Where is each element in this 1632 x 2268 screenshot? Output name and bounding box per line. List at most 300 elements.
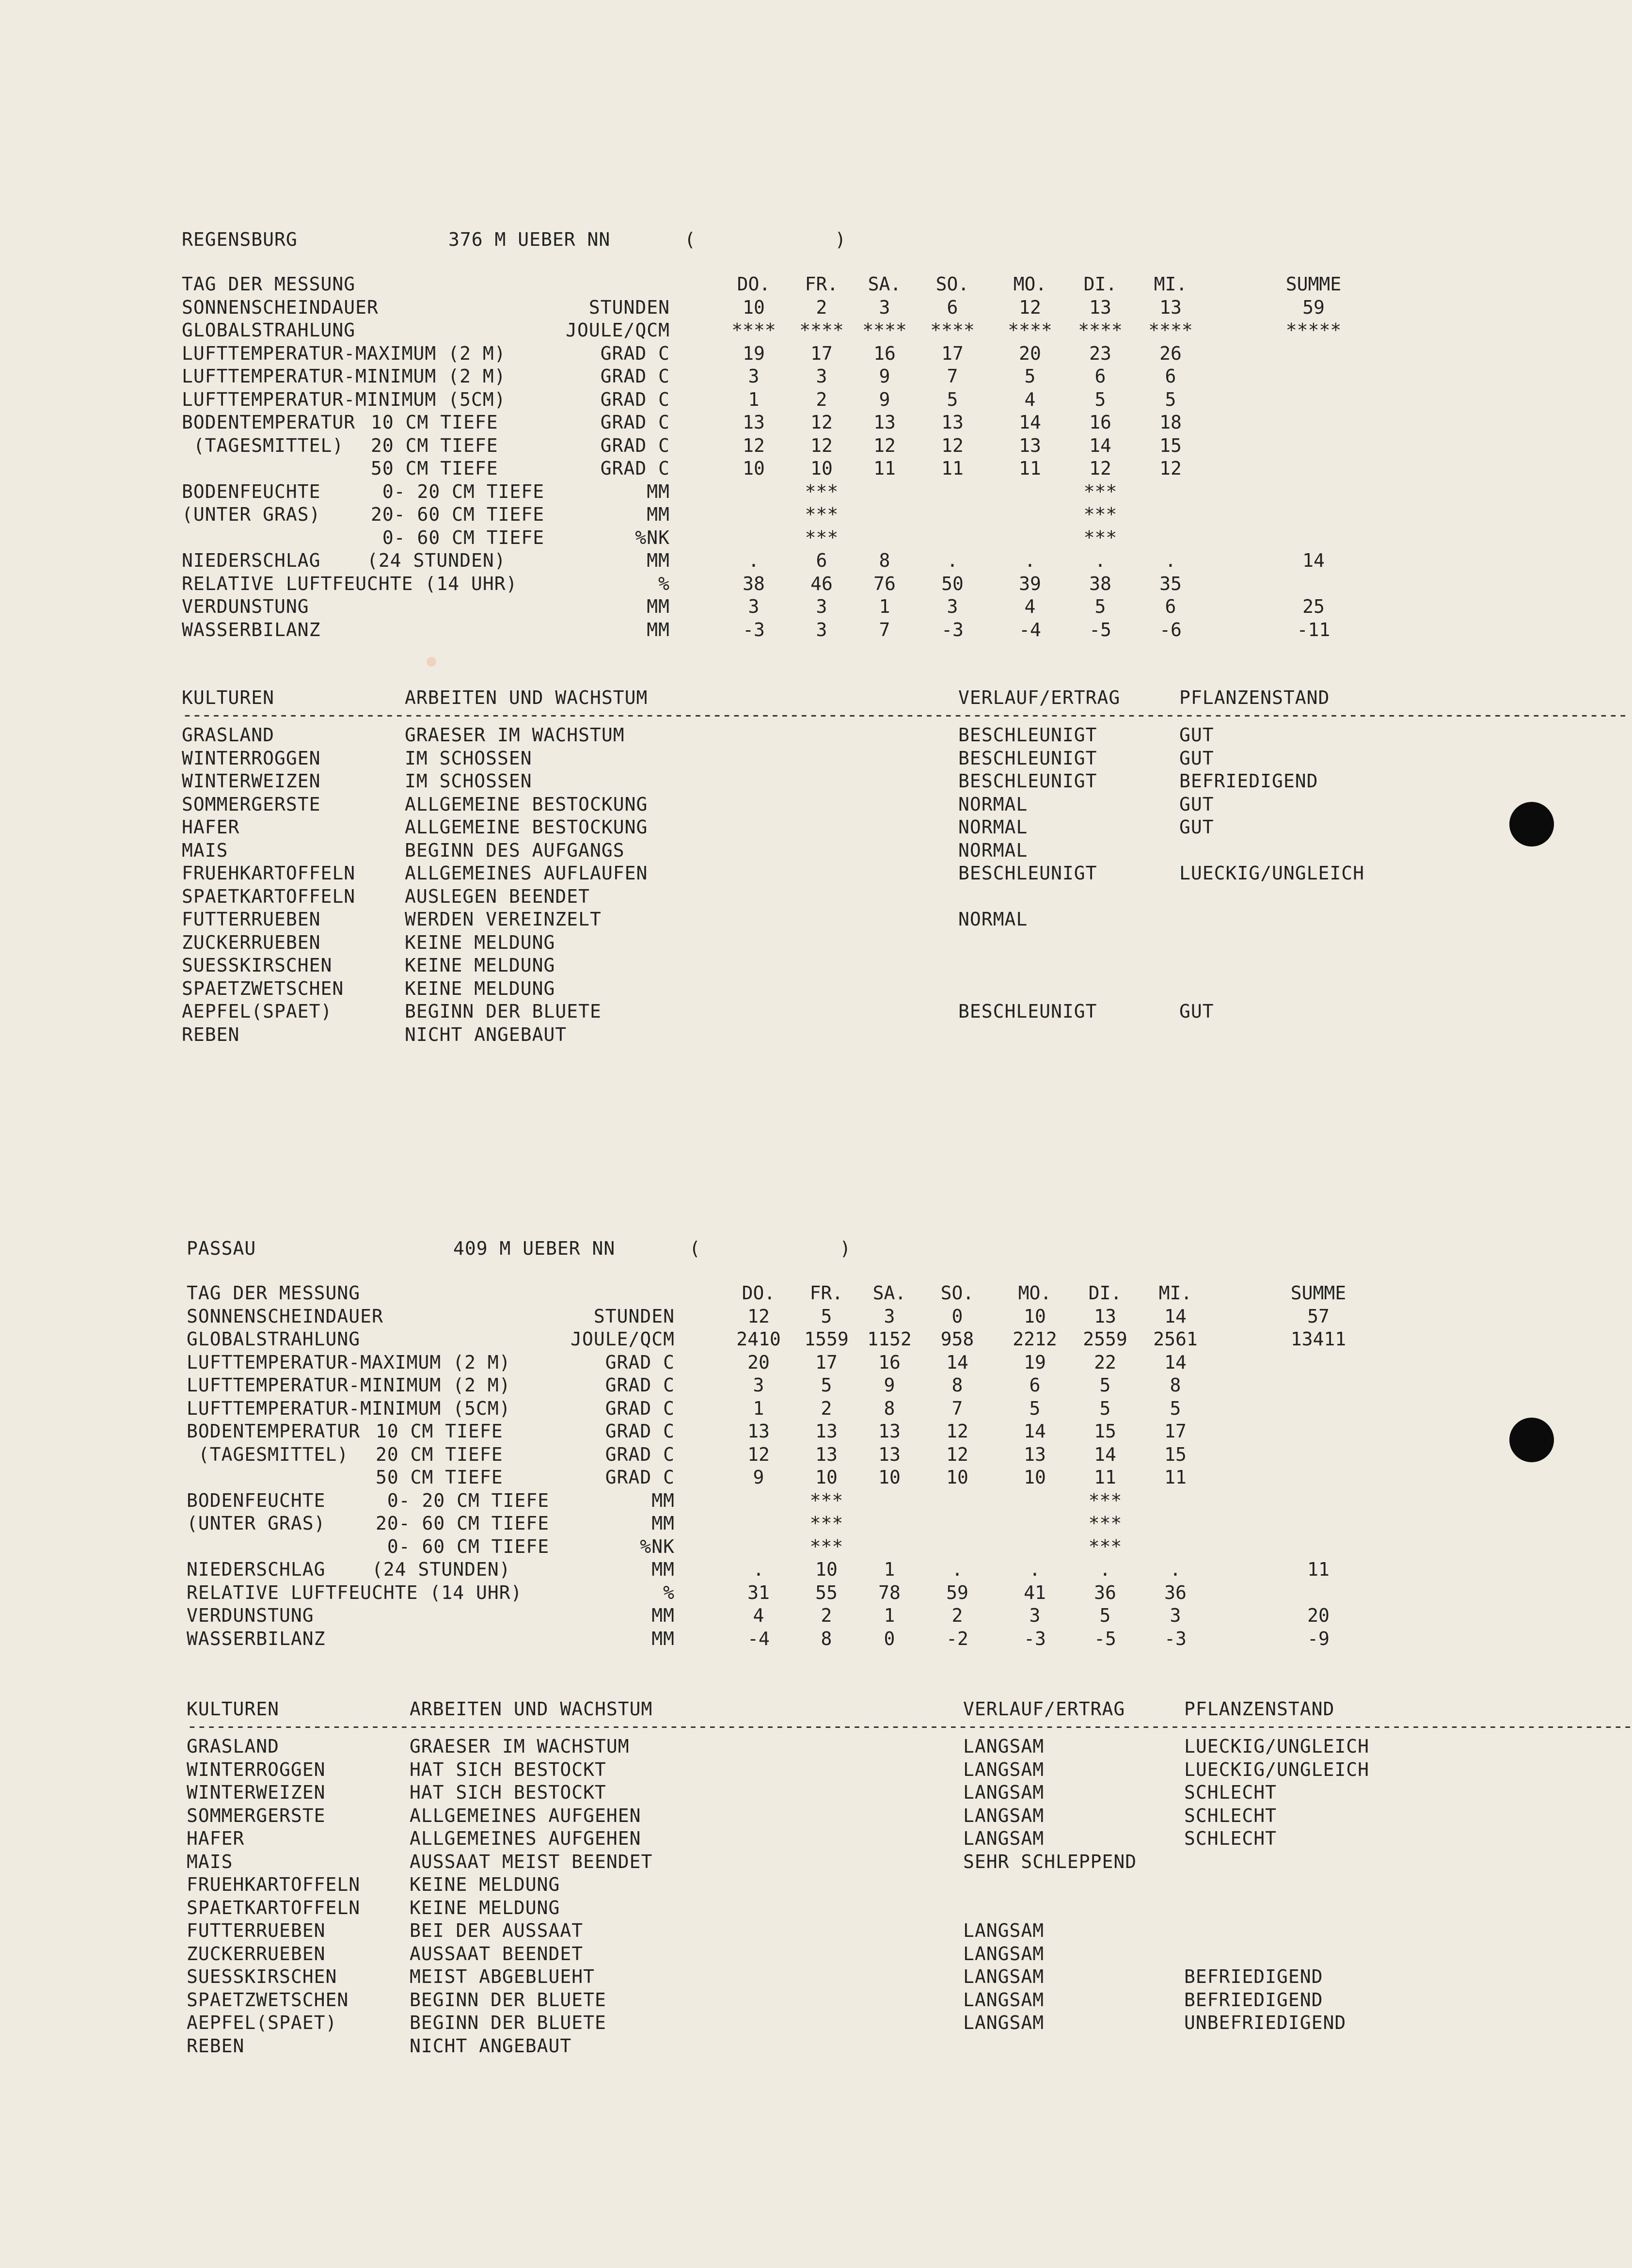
weather-value: 12 <box>1159 458 1182 479</box>
weather-value: 9 <box>884 1374 895 1396</box>
weather-row-unit: GRAD C <box>600 458 670 479</box>
weather-row-unit: GRAD C <box>605 1467 675 1488</box>
weather-value: *** <box>1083 480 1117 502</box>
weather-value: 12 <box>1089 458 1111 479</box>
weather-value: 35 <box>1159 573 1182 594</box>
weather-row-label: SONNENSCHEINDAUER <box>182 296 379 318</box>
weather-row-unit: GRAD C <box>605 1443 675 1465</box>
weather-value: 3 <box>1170 1605 1181 1626</box>
weather-value: 13 <box>1089 296 1111 318</box>
weather-value: 10 <box>878 1467 901 1488</box>
weather-row-unit: GRAD C <box>605 1421 675 1442</box>
weather-value: *** <box>805 527 839 548</box>
weather-value: . <box>1024 550 1036 571</box>
weather-sum: 59 <box>1302 296 1325 318</box>
weather-value: 2212 <box>1013 1328 1057 1350</box>
weather-value: 3 <box>816 619 827 640</box>
weather-row-unit: MM <box>651 1513 675 1534</box>
crop-name: HAFER <box>182 816 240 838</box>
weather-sum: 13411 <box>1290 1328 1347 1350</box>
weather-row-unit: %NK <box>640 1535 675 1557</box>
crop-verlauf: BESCHLEUNIGT <box>958 770 1097 792</box>
weather-value: 11 <box>1094 1467 1116 1488</box>
crop-verlauf: NORMAL <box>958 816 1028 838</box>
weather-value: 39 <box>1019 573 1041 594</box>
crop-header-arbeiten: ARBEITEN UND WACHSTUM <box>405 687 648 708</box>
crop-work: BEGINN DER BLUETE <box>410 2012 606 2033</box>
crop-work: AUSSAAT BEENDET <box>410 1943 584 1965</box>
crop-verlauf: NORMAL <box>958 793 1028 815</box>
weather-value: 55 <box>815 1581 838 1603</box>
weather-row-unit: MM <box>651 1628 675 1649</box>
crop-verlauf: LANGSAM <box>963 1989 1045 2011</box>
weather-row-unit: GRAD C <box>605 1374 675 1396</box>
crop-work: AUSLEGEN BEENDET <box>405 885 590 907</box>
crop-name: FRUEHKARTOFFELN <box>187 1874 361 1895</box>
weather-value: *** <box>809 1489 843 1511</box>
station-name: PASSAU <box>187 1238 256 1259</box>
station-elevation: 409 M UEBER NN <box>453 1238 616 1259</box>
crop-name: SOMMERGERSTE <box>182 793 321 815</box>
crop-header-verlauf: VERLAUF/ERTRAG <box>963 1698 1125 1720</box>
weather-value: 11 <box>1164 1467 1187 1488</box>
weather-value: . <box>1165 550 1176 571</box>
crop-verlauf: NORMAL <box>958 909 1028 930</box>
station-paren: ( ) <box>689 1238 852 1259</box>
weather-row-label: (UNTER GRAS) <box>182 504 321 525</box>
crop-work: ALLGEMEINE BESTOCKUNG <box>405 816 648 838</box>
weather-value: DI. <box>1083 273 1117 295</box>
weather-value: 15 <box>1094 1421 1116 1442</box>
weather-value: **** <box>1078 319 1123 341</box>
weather-value: DO. <box>737 273 771 295</box>
weather-row-label: VERDUNSTUNG <box>187 1605 314 1626</box>
weather-value: 4 <box>1024 596 1036 617</box>
weather-value: 6 <box>1094 366 1106 387</box>
weather-value: . <box>1099 1559 1111 1580</box>
crop-name: REBEN <box>182 1023 240 1045</box>
weather-value: DO. <box>742 1282 776 1304</box>
weather-value: 2 <box>821 1397 832 1419</box>
weather-value: *** <box>1088 1535 1122 1557</box>
weather-value: 12 <box>747 1305 770 1327</box>
crop-name: FRUEHKARTOFFELN <box>182 862 356 884</box>
crop-verlauf: LANGSAM <box>963 1966 1045 1987</box>
weather-value: 8 <box>951 1374 963 1396</box>
weather-value: 3 <box>816 596 827 617</box>
weather-value: 5 <box>1099 1605 1111 1626</box>
weather-value: 10 <box>815 1559 838 1580</box>
crop-stand: SCHLECHT <box>1184 1805 1277 1826</box>
weather-row-unit: MM <box>651 1489 675 1511</box>
weather-value: -5 <box>1089 619 1111 640</box>
crop-work: HAT SICH BESTOCKT <box>410 1782 606 1803</box>
crop-work: KEINE MELDUNG <box>405 977 555 999</box>
weather-value: SO. <box>935 273 969 295</box>
weather-row-label: BODENTEMPERATUR <box>182 412 356 433</box>
weather-value: *** <box>1088 1513 1122 1534</box>
crop-verlauf: LANGSAM <box>963 1943 1045 1965</box>
weather-row-unit: GRAD C <box>600 388 670 410</box>
crop-verlauf: LANGSAM <box>963 1758 1045 1780</box>
weather-row-unit: MM <box>647 596 670 617</box>
weather-value: . <box>1170 1559 1181 1580</box>
weather-value: 22 <box>1094 1351 1116 1373</box>
weather-value: 1 <box>884 1559 895 1580</box>
weather-sum: -11 <box>1297 619 1331 640</box>
crop-name: FUTTERRUEBEN <box>187 1920 326 1941</box>
weather-row-unit: GRAD C <box>600 412 670 433</box>
crop-work: AUSSAAT MEIST BEENDET <box>410 1851 653 1872</box>
weather-row-unit: GRAD C <box>605 1397 675 1419</box>
crop-stand: LUECKIG/UNGLEICH <box>1184 1736 1370 1757</box>
weather-value: 11 <box>873 458 896 479</box>
weather-value: -2 <box>946 1628 968 1649</box>
weather-value: DI. <box>1088 1282 1122 1304</box>
weather-value: 12 <box>810 434 833 456</box>
weather-value: 8 <box>879 550 890 571</box>
weather-row-label: RELATIVE LUFTFEUCHTE (14 UHR) <box>187 1581 523 1603</box>
weather-value: MO. <box>1013 273 1047 295</box>
weather-value: 4 <box>1024 388 1036 410</box>
weather-value: 2 <box>816 388 827 410</box>
weather-sum: 14 <box>1302 550 1325 571</box>
weather-value: 10 <box>946 1467 968 1488</box>
weather-value: 16 <box>873 342 896 364</box>
crop-name: MAIS <box>187 1851 233 1872</box>
weather-value: 59 <box>946 1581 968 1603</box>
weather-sum: 25 <box>1302 596 1325 617</box>
weather-row-label: (TAGESMITTEL) <box>187 1443 349 1465</box>
crop-stand: GUT <box>1179 793 1214 815</box>
weather-value: 1152 <box>867 1328 912 1350</box>
crop-name: SUESSKIRSCHEN <box>182 955 333 976</box>
weather-value: 2559 <box>1083 1328 1127 1350</box>
weather-row-label: VERDUNSTUNG <box>182 596 309 617</box>
weather-value: 14 <box>1024 1421 1046 1442</box>
weather-value: 3 <box>884 1305 895 1327</box>
crop-stand: LUECKIG/UNGLEICH <box>1179 862 1365 884</box>
weather-value: 17 <box>810 342 833 364</box>
weather-row-label: (TAGESMITTEL) <box>182 434 344 456</box>
weather-value: 10 <box>1024 1305 1046 1327</box>
crop-verlauf: NORMAL <box>958 839 1028 861</box>
weather-value: 38 <box>743 573 765 594</box>
weather-row-unit: % <box>663 1581 675 1603</box>
weather-value: 12 <box>941 434 964 456</box>
weather-row-label: WASSERBILANZ <box>182 619 321 640</box>
weather-value: 20 <box>1019 342 1041 364</box>
weather-sum: 57 <box>1307 1305 1330 1327</box>
punch-hole-upper <box>1509 802 1554 847</box>
crop-work: BEGINN DES AUFGANGS <box>405 839 625 861</box>
weather-value: *** <box>1088 1489 1122 1511</box>
weather-value: 31 <box>747 1581 770 1603</box>
weather-value: 10 <box>810 458 833 479</box>
weather-value: 20 <box>747 1351 770 1373</box>
weather-value: **** <box>1148 319 1193 341</box>
crop-stand: GUT <box>1179 1001 1214 1022</box>
crop-name: AEPFEL(SPAET) <box>187 2012 337 2033</box>
crop-stand: GUT <box>1179 747 1214 769</box>
weather-value: 12 <box>946 1421 968 1442</box>
crop-name: SPAETZWETSCHEN <box>182 977 344 999</box>
weather-row-unit: MM <box>651 1559 675 1580</box>
weather-row-depth: 20- 60 CM TIEFE <box>371 504 545 525</box>
weather-row-unit: MM <box>647 504 670 525</box>
weather-value: -4 <box>747 1628 770 1649</box>
weather-row-unit: STUNDEN <box>593 1305 675 1327</box>
weather-row-unit: % <box>658 573 670 594</box>
weather-value: 13 <box>1024 1443 1046 1465</box>
crop-verlauf: LANGSAM <box>963 1828 1045 1849</box>
crop-name: SOMMERGERSTE <box>187 1805 326 1826</box>
weather-value: -3 <box>1024 1628 1046 1649</box>
crop-work: BEGINN DER BLUETE <box>405 1001 602 1022</box>
weather-value: -3 <box>941 619 964 640</box>
crop-stand: BEFRIEDIGEND <box>1184 1989 1323 2011</box>
crop-verlauf: SEHR SCHLEPPEND <box>963 1851 1137 1872</box>
weather-row-label: BODENFEUCHTE <box>182 480 321 502</box>
weather-row-label: NIEDERSCHLAG (24 STUNDEN) <box>187 1559 511 1580</box>
weather-value: 5 <box>1029 1397 1041 1419</box>
weather-value: 15 <box>1164 1443 1187 1465</box>
weather-value: 17 <box>1164 1421 1187 1442</box>
weather-row-unit: GRAD C <box>600 342 670 364</box>
weather-value: 13 <box>873 412 896 433</box>
weather-value: SO. <box>940 1282 974 1304</box>
weather-row-unit: MM <box>647 619 670 640</box>
crop-work: KEINE MELDUNG <box>410 1874 560 1895</box>
weather-value: 5 <box>1094 596 1106 617</box>
station-name: REGENSBURG <box>182 229 298 250</box>
weather-value: 13 <box>815 1443 838 1465</box>
weather-row-label: BODENTEMPERATUR <box>187 1421 361 1442</box>
weather-value: 14 <box>1089 434 1111 456</box>
weather-value: . <box>753 1559 764 1580</box>
weather-value: *** <box>809 1535 843 1557</box>
crop-name: HAFER <box>187 1828 245 1849</box>
weather-value: FR. <box>809 1282 843 1304</box>
weather-row-unit: MM <box>647 550 670 571</box>
weather-value: *** <box>805 480 839 502</box>
weather-value: 19 <box>743 342 765 364</box>
weather-row-label: BODENFEUCHTE <box>187 1489 326 1511</box>
station-elevation: 376 M UEBER NN <box>448 229 611 250</box>
weather-value: 17 <box>815 1351 838 1373</box>
crop-work: IM SCHOSSEN <box>405 770 532 792</box>
weather-value: 8 <box>884 1397 895 1419</box>
weather-value: . <box>748 550 760 571</box>
weather-value: 36 <box>1164 1581 1187 1603</box>
weather-value: **** <box>731 319 776 341</box>
weather-row-label: (UNTER GRAS) <box>187 1513 326 1534</box>
weather-value: 12 <box>946 1443 968 1465</box>
weather-value: 6 <box>1165 366 1176 387</box>
weather-value: *** <box>1083 527 1117 548</box>
crop-work: NICHT ANGEBAUT <box>410 2035 572 2057</box>
station-paren: ( ) <box>684 229 847 250</box>
crop-stand: GUT <box>1179 816 1214 838</box>
weather-row-unit: JOULE/QCM <box>566 319 670 341</box>
crop-name: SPAETKARTOFFELN <box>187 1897 361 1918</box>
crop-header-kulturen: KULTUREN <box>187 1698 280 1720</box>
crop-header-stand: PFLANZENSTAND <box>1179 687 1330 708</box>
crop-name: WINTERROGGEN <box>187 1758 326 1780</box>
crop-work: BEGINN DER BLUETE <box>410 1989 606 2011</box>
weather-row-label: TAG DER MESSUNG <box>182 273 356 295</box>
weather-value: 46 <box>810 573 833 594</box>
weather-value: 5 <box>1170 1397 1181 1419</box>
weather-value: 1 <box>753 1397 764 1419</box>
crop-stand: LUECKIG/UNGLEICH <box>1184 1758 1370 1780</box>
weather-row-label: TAG DER MESSUNG <box>187 1282 361 1304</box>
weather-row-label: RELATIVE LUFTFEUCHTE (14 UHR) <box>182 573 518 594</box>
weather-value: 1 <box>884 1605 895 1626</box>
crop-header-kulturen: KULTUREN <box>182 687 275 708</box>
weather-value: 7 <box>951 1397 963 1419</box>
weather-row-label: LUFTTEMPERATUR-MAXIMUM (2 M) <box>182 342 506 364</box>
weather-value: 5 <box>947 388 958 410</box>
crop-name: WINTERROGGEN <box>182 747 321 769</box>
weather-value: 10 <box>1024 1467 1046 1488</box>
weather-value: 5 <box>1099 1374 1111 1396</box>
weather-value: FR. <box>805 273 839 295</box>
weather-row-depth: 50 CM TIEFE <box>376 1467 503 1488</box>
weather-value: 16 <box>878 1351 901 1373</box>
weather-value: 1 <box>748 388 760 410</box>
weather-value: 958 <box>940 1328 974 1350</box>
weather-value: 14 <box>946 1351 968 1373</box>
weather-value: 10 <box>743 458 765 479</box>
weather-value: 0 <box>951 1305 963 1327</box>
crop-name: SPAETZWETSCHEN <box>187 1989 349 2011</box>
weather-row-depth: 0- 60 CM TIEFE <box>376 1535 550 1557</box>
weather-value: . <box>947 550 958 571</box>
crop-verlauf: BESCHLEUNIGT <box>958 747 1097 769</box>
weather-sum: SUMME <box>1285 273 1342 295</box>
weather-row-label: LUFTTEMPERATUR-MAXIMUM (2 M) <box>187 1351 511 1373</box>
crop-name: REBEN <box>187 2035 245 2057</box>
weather-value: 50 <box>941 573 964 594</box>
crop-stand: UNBEFRIEDIGEND <box>1184 2012 1347 2033</box>
weather-row-depth: 10 CM TIEFE <box>376 1421 503 1442</box>
weather-row-unit: MM <box>651 1605 675 1626</box>
weather-value: SA. <box>868 273 902 295</box>
ink-smudge <box>427 657 436 667</box>
weather-value: **** <box>862 319 907 341</box>
weather-row-label: SONNENSCHEINDAUER <box>187 1305 383 1327</box>
crop-stand: SCHLECHT <box>1184 1782 1277 1803</box>
weather-sum: SUMME <box>1290 1282 1347 1304</box>
weather-row-unit: GRAD C <box>605 1351 675 1373</box>
weather-value: 38 <box>1089 573 1111 594</box>
weather-value: . <box>1029 1559 1041 1580</box>
weather-row-depth: 0- 20 CM TIEFE <box>371 480 545 502</box>
weather-value: 26 <box>1159 342 1182 364</box>
weather-value: -6 <box>1159 619 1182 640</box>
weather-value: 7 <box>947 366 958 387</box>
crop-work: MEIST ABGEBLUEHT <box>410 1966 595 1987</box>
weather-value: . <box>951 1559 963 1580</box>
weather-value: 13 <box>747 1421 770 1442</box>
weather-value: 8 <box>821 1628 832 1649</box>
weather-value: MO. <box>1018 1282 1052 1304</box>
weather-row-depth: 0- 60 CM TIEFE <box>371 527 545 548</box>
crop-work: KEINE MELDUNG <box>405 931 555 953</box>
weather-value: 2561 <box>1153 1328 1198 1350</box>
weather-value: 23 <box>1089 342 1111 364</box>
weather-row-label: LUFTTEMPERATUR-MINIMUM (5CM) <box>187 1397 511 1419</box>
crop-name: WINTERWEIZEN <box>182 770 321 792</box>
crop-name: GRASLAND <box>182 724 275 746</box>
weather-value: 3 <box>947 596 958 617</box>
weather-value: 10 <box>815 1467 838 1488</box>
weather-value: 11 <box>941 458 964 479</box>
weather-value: 3 <box>753 1374 764 1396</box>
weather-sum: 11 <box>1307 1559 1330 1580</box>
weather-value: 3 <box>879 296 890 318</box>
crop-work: ALLGEMEINES AUFLAUFEN <box>405 862 648 884</box>
weather-value: *** <box>805 504 839 525</box>
weather-row-depth: 10 CM TIEFE <box>371 412 498 433</box>
weather-value: MI. <box>1154 273 1188 295</box>
weather-value: 14 <box>1164 1351 1187 1373</box>
crop-verlauf: BESCHLEUNIGT <box>958 862 1097 884</box>
crop-verlauf: LANGSAM <box>963 1805 1045 1826</box>
weather-value: 13 <box>1019 434 1041 456</box>
weather-value: 2 <box>816 296 827 318</box>
weather-value: 14 <box>1019 412 1041 433</box>
crop-work: ALLGEMEINES AUFGEHEN <box>410 1828 641 1849</box>
weather-value: 2 <box>821 1605 832 1626</box>
weather-value: 12 <box>810 412 833 433</box>
weather-value: *** <box>1083 504 1117 525</box>
weather-value: 13 <box>878 1443 901 1465</box>
weather-value: SA. <box>872 1282 906 1304</box>
weather-value: 5 <box>1165 388 1176 410</box>
weather-row-unit: JOULE/QCM <box>570 1328 675 1350</box>
weather-value: MI. <box>1158 1282 1192 1304</box>
weather-row-depth: 20- 60 CM TIEFE <box>376 1513 550 1534</box>
weather-value: 4 <box>753 1605 764 1626</box>
weather-value: 2410 <box>736 1328 781 1350</box>
weather-value: 14 <box>1094 1443 1116 1465</box>
weather-value: -4 <box>1019 619 1041 640</box>
weather-row-label: WASSERBILANZ <box>187 1628 326 1649</box>
weather-row-label: NIEDERSCHLAG (24 STUNDEN) <box>182 550 506 571</box>
weather-value: -3 <box>743 619 765 640</box>
weather-value: 11 <box>1019 458 1041 479</box>
weather-value: 19 <box>1024 1351 1046 1373</box>
crop-name: SPAETKARTOFFELN <box>182 885 356 907</box>
weather-value: 5 <box>1099 1397 1111 1419</box>
divider-line: ------------------------------------------------------------------------------------------------------------------------------------------------------ <box>182 704 1627 725</box>
weather-value: 76 <box>873 573 896 594</box>
crop-work: BEI DER AUSSAAT <box>410 1920 584 1941</box>
crop-name: GRASLAND <box>187 1736 280 1757</box>
weather-row-unit: %NK <box>635 527 670 548</box>
crop-stand: SCHLECHT <box>1184 1828 1277 1849</box>
weather-sum: -9 <box>1307 1628 1330 1649</box>
weather-value: 9 <box>879 366 890 387</box>
weather-value: 13 <box>743 412 765 433</box>
weather-value: 14 <box>1164 1305 1187 1327</box>
weather-value: 13 <box>941 412 964 433</box>
crop-work: IM SCHOSSEN <box>405 747 532 769</box>
weather-row-depth: 0- 20 CM TIEFE <box>376 1489 550 1511</box>
crop-name: ZUCKERRUEBEN <box>182 931 321 953</box>
